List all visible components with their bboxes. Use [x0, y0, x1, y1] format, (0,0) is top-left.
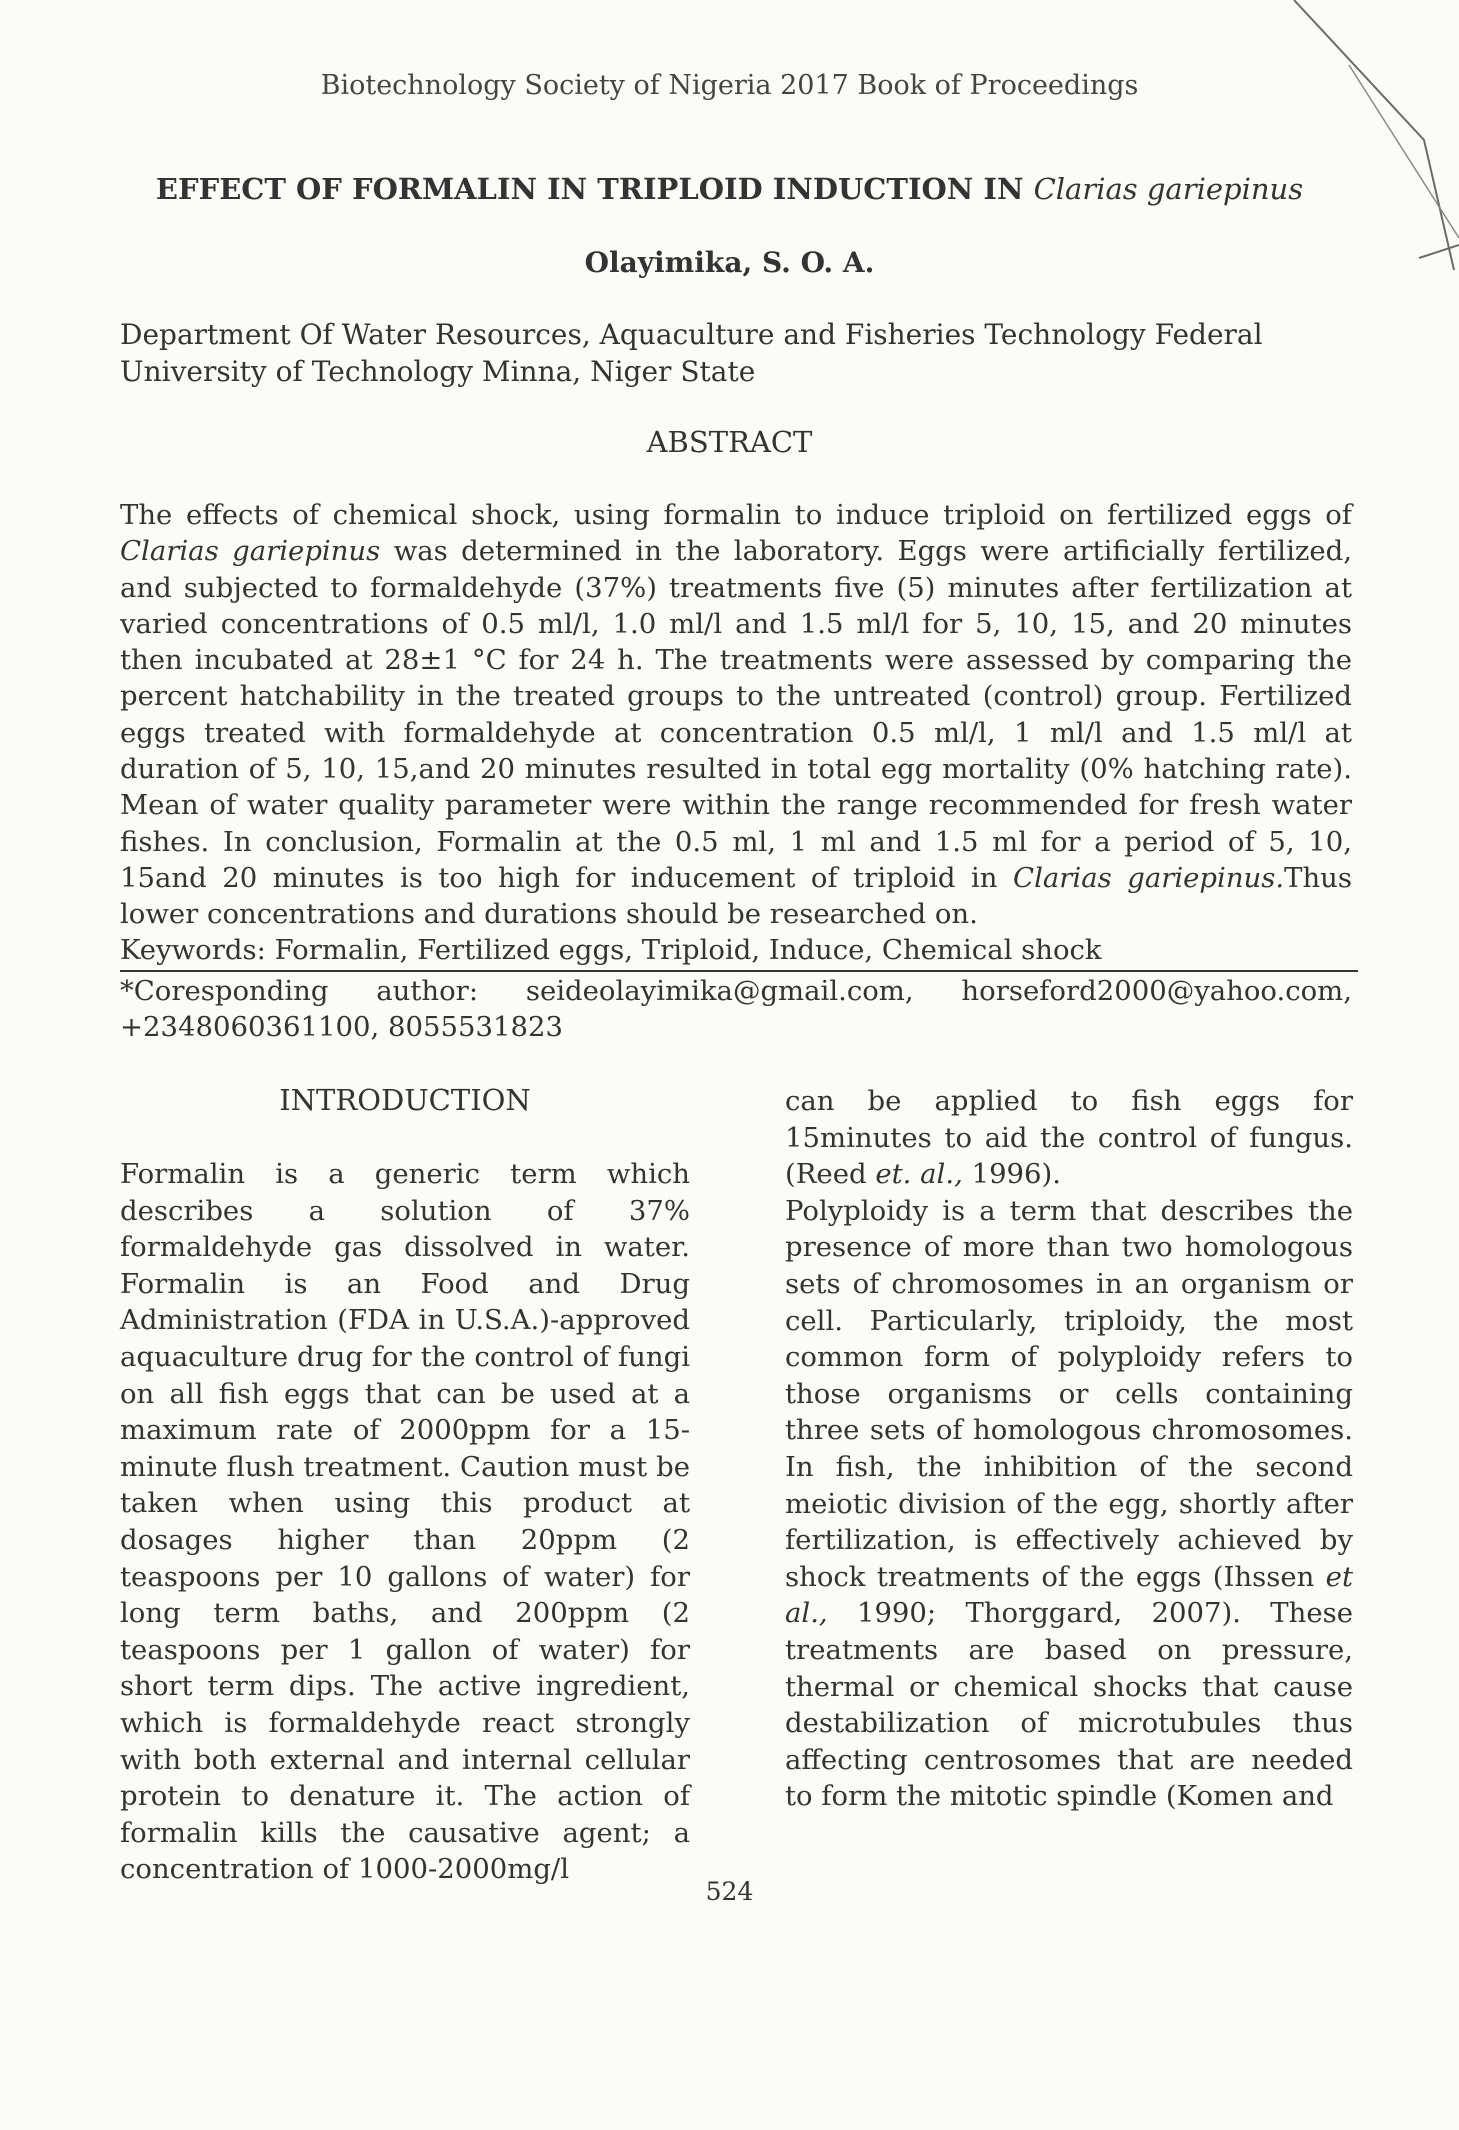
abstract-species-1: Clarias gariepinus — [120, 535, 381, 568]
intro-p3-rest: 1990; Thorggard, 2007). These treatments are based on pressure, thermal or chemical shocks that cause destabilization of microtubules thus affecting centrosomes that are needed to form the mitotic spindle (Komen and — [785, 1597, 1353, 1813]
abstract-body — [120, 497, 1352, 933]
abstract-heading: ABSTRACT — [646, 425, 813, 459]
keywords — [120, 932, 1360, 968]
title-species: Clarias gariepinus — [1033, 172, 1304, 206]
phone-numbers: +2348060361100, 8055531823 — [120, 1011, 563, 1043]
right-column — [785, 1083, 1353, 1815]
divider-rule — [120, 970, 1358, 972]
folded-corner-mark — [1199, 0, 1459, 270]
keywords-text: Formalin, Fertilized eggs, Triploid, Induce, Chemical shock — [265, 934, 1102, 966]
abstract-species-2: Clarias gariepinus. — [1013, 861, 1285, 894]
introduction-heading: INTRODUCTION — [279, 1083, 531, 1117]
intro-p3-text: Polyploidy is a term that describes the presence of more than two homologous sets of chromosomes in an organism or cell. Particularly, triploidy, the most common form of polyploidy refers to those organisms or cells containing three sets of homologous chromosomes. In fish, the inhibition of the second meiotic division of the egg, shortly after fertilization, is effectively achieved by shock treatments of the eggs (Ihssen — [785, 1194, 1353, 1593]
intro-paragraph-1: Formalin is a generic term which describes a solution of 37% formaldehyde gas dissolved in water. Formalin is an Food and Drug Administration (FDA in U.S.A.)-approved aquaculture drug for the control of fungi on all fish eggs that can be used at a maximum rate of 2000ppm for a 15-minute flush treatment. Caution must be taken when using this product at dosages higher than 20ppm (2 teaspoons per 10 gallons of water) for long term baths, and 200ppm (2 teaspoons per 1 gallon of water) for short term dips. The active ingredient, which is formaldehyde react strongly with both external and internal cellular protein to denature it. The action of formalin kills the causative agent; a concentration of 1000-2000mg/l — [120, 1158, 690, 1886]
paper-title — [0, 172, 1459, 206]
email-1: seideolayimika@gmail.com, — [525, 975, 914, 1007]
running-header: Biotechnology Society of Nigeria 2017 Book of Proceedings — [320, 70, 1139, 101]
abstract-text-1: The effects of chemical shock, using formalin to induce triploid on fertilized eggs of — [120, 499, 1352, 531]
email-2: horseford2000@yahoo.com, — [961, 975, 1352, 1007]
intro-p2-etal: et. al., — [875, 1158, 963, 1191]
corresponding-author — [120, 973, 1352, 1045]
title-main: EFFECT OF FORMALIN IN TRIPLOID INDUCTION IN — [155, 172, 1034, 206]
affiliation: Department Of Water Resources, Aquaculture and Fisheries Technology Federal University of Technology Minna, Niger State — [120, 318, 1263, 388]
left-column — [120, 1156, 690, 1888]
author-name: Olayimika, S. O. A. — [584, 246, 875, 279]
abstract-text-2: was determined in the laboratory. Eggs were artificially fertilized, and subjected to formaldehyde (37%) treatments five (5) minutes after fertilization at varied concentrations of 0.5 ml/l, 1.0 ml/l and 1.5 ml/l for 5, 10, 15, and 20 minutes then incubated at 28±1 °C for 24 h. The treatments were assessed by comparing the percent hatchability in the treated groups to the untreated (control) group. Fertilized eggs treated with formaldehyde at concentration 0.5 ml/l, 1 ml/l and 1.5 ml/l at duration of 5, 10, 15,and 20 minutes resulted in total egg mortality (0% hatching rate). Mean of water quality parameter were within the range recommended for fresh water fishes. In conclusion, Formalin at the 0.5 ml, 1 ml and 1.5 ml for a period of 5, 10, 15and 20 minutes is too high for inducement of triploid in — [120, 535, 1353, 894]
keywords-label: Keywords: — [120, 934, 266, 966]
page-number: 524 — [705, 1877, 754, 1906]
intro-p2-text: can be applied to fish eggs for 15minutes to aid the control of fungus. (Reed — [785, 1085, 1353, 1191]
intro-p3-etal: et al., — [785, 1560, 1353, 1630]
intro-paragraph-3 — [785, 1193, 1353, 1815]
corresponding-label-2: author: — [376, 975, 479, 1007]
intro-paragraph-2 — [785, 1083, 1353, 1193]
corresponding-label: *Coresponding — [120, 975, 329, 1007]
intro-p2-year: 1996). — [962, 1158, 1062, 1191]
abstract-text-3: Thus lower concentrations and durations should be researched on. — [120, 861, 1353, 931]
